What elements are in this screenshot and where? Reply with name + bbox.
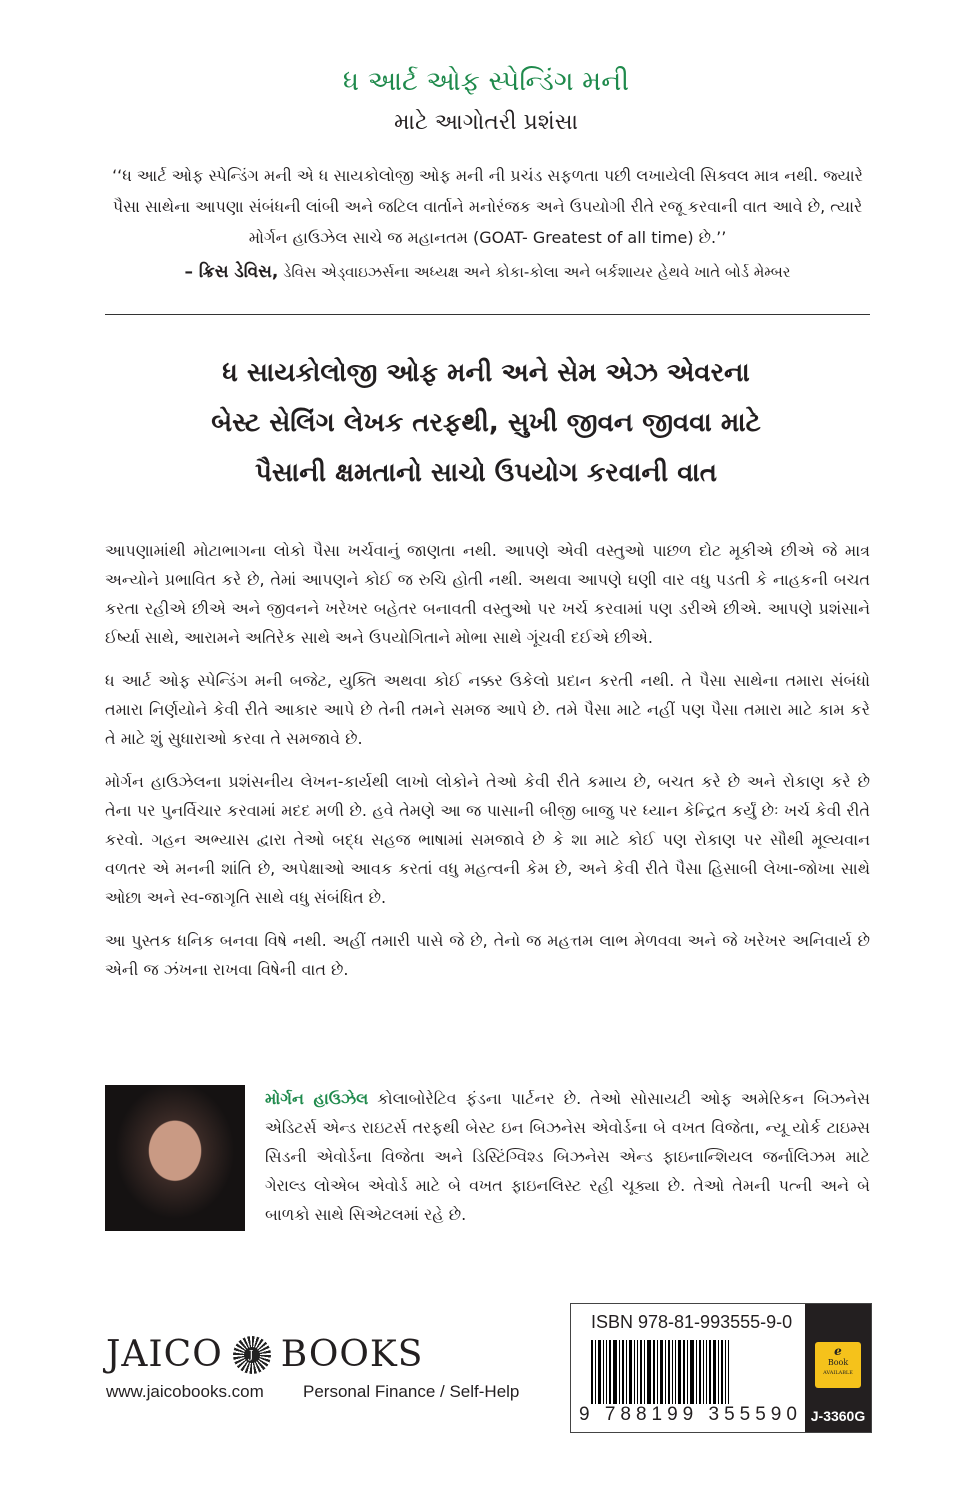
ebook-available-badge-icon — [815, 1342, 861, 1388]
logo-text-left: JAICO — [106, 1334, 223, 1375]
barcode-bar — [609, 1340, 611, 1408]
barcode-bar — [595, 1340, 596, 1408]
isbn-barcode-box — [570, 1303, 872, 1433]
author-bio — [265, 1084, 870, 1229]
barcode-bar — [640, 1340, 642, 1408]
ebook-e: e — [834, 1344, 842, 1358]
barcode-bar — [634, 1340, 635, 1408]
barcode-bar — [709, 1340, 711, 1408]
genre-label: Personal Finance / Self-Help — [303, 1382, 520, 1401]
paragraph: આપણામાંથી મોટાભાગના લોકો પૈસા ખર્ચવાનું જાણતા નથી. આપણે એવી વસ્તુઓ પાછળ દોટ મૂકીએ છીએ જે માત્ર અન્યોને પ્રભાવિત કરે છે, તેમાં આપણને કોઈ જ રુચિ હોતી નથી. અથવા આપણે ઘણી વાર વધુ પડતી કે નાહકની બચત કરતા રહીએ છીએ અને જીવનને ખરેખર બહેતર બનાવતી વસ્તુઓ પર ખર્ચ કરવામાં પણ ડરીએ છીએ. આપણે પ્રશંસાને ઈર્ષ્યા સાથે, આરામને અતિરેક સાથે અને ઉપયોગિતાને મોભા સાથે ગૂંચવી દઈએ છીએ. — [105, 541, 870, 647]
logo-letter: J — [244, 1347, 260, 1363]
ebook-book: Book — [827, 1358, 849, 1367]
catalog-code: J-3360G — [810, 1408, 866, 1424]
barcode-bar — [718, 1340, 719, 1408]
barcode-bar — [728, 1340, 729, 1408]
barcode-bar — [606, 1340, 607, 1408]
barcode-bar — [668, 1340, 670, 1408]
barcode-bar — [672, 1340, 673, 1408]
barcode-bar — [647, 1340, 651, 1408]
barcode-bar — [665, 1340, 666, 1408]
barcode-bar — [629, 1340, 632, 1408]
barcode-bar — [637, 1340, 638, 1408]
barcode-bar — [678, 1340, 681, 1408]
author-photo — [105, 1085, 245, 1231]
barcode-bar — [626, 1340, 627, 1408]
barcode-digits: 9 788199 355590 — [579, 1404, 802, 1425]
barcode-bar — [598, 1340, 601, 1408]
barcode-bar — [657, 1340, 658, 1408]
headline-line-2: બેસ્ટ સેલિંગ લેખક તરફથી, સુખી જીવન જીવવા માટે — [211, 408, 761, 438]
paragraph: આ પુસ્તક ધનિક બનવા વિષે નથી. અહીં તમારી પાસે જે છે, તેનો જ મહત્તમ લાભ મેળવવા અને જે ખરેખર અનિવાર્ય છે એની જ ઝંખના રાખવા વિષેની વાત છે. — [105, 931, 870, 979]
barcode-bar — [644, 1340, 645, 1408]
barcode-bar — [687, 1340, 688, 1408]
barcode — [591, 1340, 791, 1408]
barcode-bar — [675, 1340, 676, 1408]
paragraph: ધ આર્ટ ઓફ સ્પેન્ડિંગ મની બજેટ, યુક્તિ અથવા કોઈ નક્કર ઉકેલો પ્રદાન કરતી નથી. તે પૈસા સાથેના તમારા સંબંધો તમારા નિર્ણયોને કેવી રીતે આકાર આપે છે તેની તમને સમજ આપે છે. તમે પૈસા માટે નહીં પણ પૈસા તમારા માટે કામ કરે તે માટે શું સુધારાઓ કરવા તે સમજાવે છે. — [105, 671, 870, 748]
publisher-logo — [106, 1334, 423, 1375]
ebook-available: AVAILABLE — [823, 1370, 853, 1376]
barcode-bar — [721, 1340, 723, 1408]
attribution-name: – ક્રિસ ડેવિસ, — [184, 262, 279, 282]
barcode-bar — [683, 1340, 685, 1408]
barcode-bar — [653, 1340, 655, 1408]
headline-line-1: ધ સાયકોલોજી ઓફ મની અને સેમ એઝ એવરના — [222, 358, 750, 388]
barcode-bar — [619, 1340, 620, 1408]
barcode-bar — [603, 1340, 604, 1408]
barcode-bar — [622, 1340, 624, 1408]
logo-text-right: BOOKS — [280, 1334, 424, 1375]
paragraph: મોર્ગન હાઉઝેલના પ્રશંસનીય લેખન-કાર્યથી લાખો લોકોને તેઓ કેવી રીતે કમાય છે, બચત કરે છે અને રોકાણ કરે છે તેના પર પુનર્વિચાર કરવામાં મદદ મળી છે. હવે તેમણે આ જ પાસાની બીજી બાજુ પર ધ્યાન કેન્દ્રિત કર્યું છેઃ ખર્ચ કેવી રીતે કરવો. ગહન અભ્યાસ દ્વારા તેઓ બદ્ધ સહજ ભાષામાં સમજાવે છે કે શા માટે કોઈ પણ રોકાણ પર સૌથી મૂલ્યવાન વળતર એ મનની શાંતિ છે, અપેક્ષાઓ આવક કરતાં વધુ મહત્વની કેમ છે, અને કેવી રીતે પૈસા હિસાબી લેખા-જોખા સાથે ઓછા અને સ્વ-જાગૃતિ સાથે વધુ સંબંધિત છે. — [105, 772, 870, 907]
barcode-bar — [706, 1340, 707, 1408]
isbn-text: ISBN 978-81-993555-9-0 — [591, 1312, 793, 1332]
praise-title: ધ આર્ટ ઓફ સ્પેન્ડિંગ મની — [342, 66, 630, 97]
barcode-bar — [713, 1340, 716, 1408]
wheel-logo-icon — [233, 1336, 271, 1374]
divider — [105, 314, 870, 315]
author-name: મોર્ગન હાઉઝેલ — [265, 1089, 369, 1108]
barcode-bar — [703, 1340, 704, 1408]
praise-quote: ‘‘ધ આર્ટ ઓફ સ્પેન્ડિંગ મની એ ધ સાયકોલોજી ઓફ મની ની પ્રચંડ સફળતા પછી લખાયેલી સિક્વલ માત્ર નથી. જ્યારે પૈસા સાથેના આપણા સંબંધની લાંબી અને જટિલ વાર્તાને મનોરંજક અને ઉપયોગી રીતે રજૂ કરવાની વાત આવે છે, ત્યારે મોર્ગન હાઉઝેલ સાચે જ મહાનતમ (GOAT- Greatest of all time) છે.’’ — [112, 166, 863, 247]
barcode-bar — [725, 1340, 726, 1408]
author-bio-text: કોલાબોરેટિવ ફંડના પાર્ટનર છે. તેઓ સોસાયટી ઓફ અમેરિકન બિઝનેસ એડિટર્સ એન્ડ રાઇટર્સ તરફથી બેસ્ટ ઇન બિઝનેસ એવોર્ડના બે વખત વિજેતા, ન્યૂ યોર્ક ટાઇમ્સ સિડની એવોર્ડના વિજેતા અને ડિસ્ટિંગ્વિશ્ડ બિઝનેસ એન્ડ ફાઇનાન્શિયલ જર્નાલિઝમ માટે ગેરાલ્ડ લોએબ એવોર્ડ માટે બે વખત ફાઇનલિસ્ટ રહી ચૂક્યા છે. તેઓ તેમની પત્ની અને બે બાળકો સાથે સિએટલમાં રહે છે. — [265, 1089, 871, 1224]
attribution-role: ડેવિસ એડ્વાઇઝર્સના અધ્યક્ષ અને કોકા-કોલા અને બર્કશાયર હેથવે ખાતે બોર્ડ મેમ્બર — [278, 263, 791, 281]
praise-subtitle: માટે આગોતરી પ્રશંસા — [394, 110, 578, 135]
headline-line-3: પૈસાની ક્ષમતાનો સાચો ઉપયોગ કરવાની વાત — [254, 458, 718, 488]
barcode-bar — [613, 1340, 617, 1408]
barcode-bar — [696, 1340, 697, 1408]
barcode-bar — [699, 1340, 701, 1408]
barcode-bar — [690, 1340, 694, 1408]
description — [105, 536, 870, 998]
praise-attribution — [105, 262, 870, 282]
publisher-url: www.jaicobooks.com — [106, 1382, 264, 1401]
barcode-bar — [591, 1340, 593, 1408]
barcode-bar — [660, 1340, 663, 1408]
